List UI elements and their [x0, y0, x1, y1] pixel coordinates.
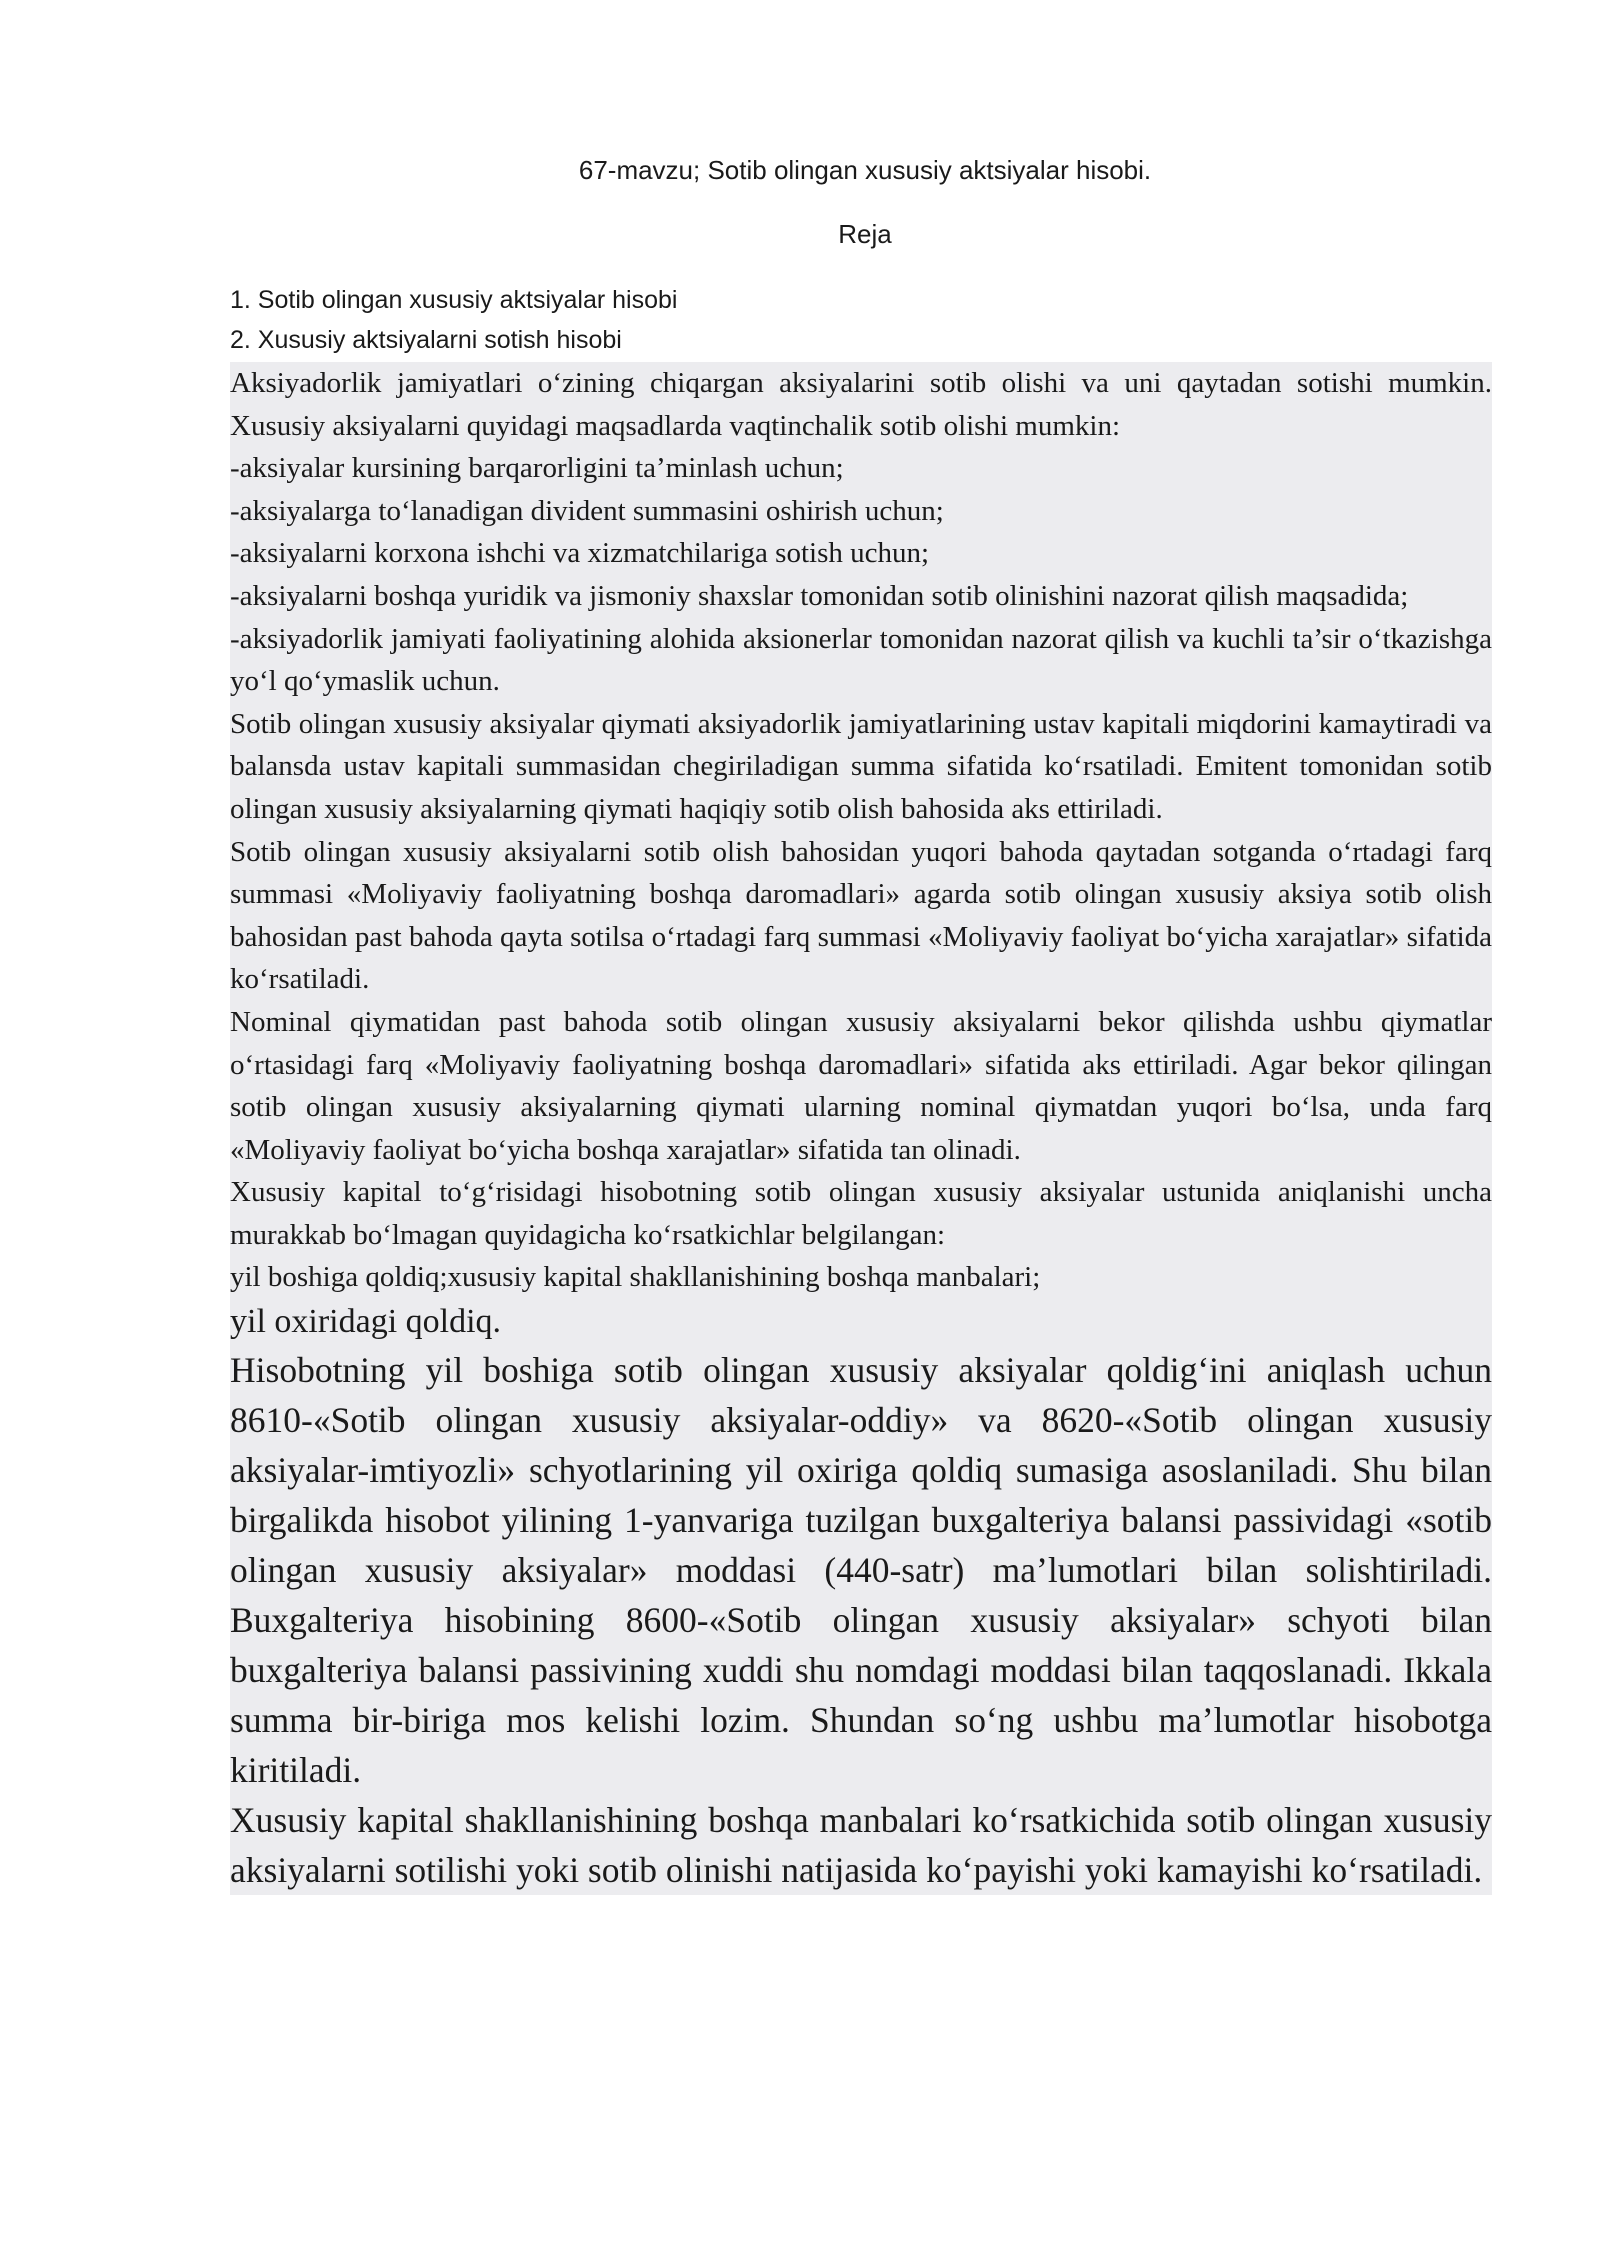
body-paragraph: Xususiy kapital shakllanishining boshqa manbalari ko‘rsatkichida sotib olingan xususiy aksiyalarni sotilishi yoki sotib olinishi natijasida ko‘payishi yoki kamayishi ko‘rsatiladi. — [230, 1795, 1492, 1895]
plan-heading: Reja — [838, 219, 892, 249]
list-item: -aksiyalarni korxona ishchi va xizmatchilariga sotish uchun; — [230, 532, 1492, 575]
list-item: -aksiyalarga to‘lanadigan divident summasini oshirish uchun; — [230, 490, 1492, 533]
body-paragraph: Xususiy kapital to‘g‘risidagi hisobotning sotib olingan xususiy aksiyalar ustunida aniqlanishi uncha murakkab bo‘lmagan quyidagicha ko‘rsatkichlar belgilangan: — [230, 1171, 1492, 1256]
body-paragraph: Hisobotning yil boshiga sotib olingan xususiy aksiyalar qoldig‘ini aniqlash uchun 8610-«Sotib olingan xususiy aksiyalar-oddiy» va 8620-«Sotib olingan xususiy aksiyalar-imtiyozli» schyotlarining yil oxiriga qoldiq sumasiga asoslaniladi. Shu bilan birgalikda hisobot yilining 1-yanvariga tuzilgan buxgalteriya balansi passividagi «sotib olingan xususiy aksiyalar» moddasi (440-satr) ma’lumotlari bilan solishtiriladi. Buxgalteriya hisobining 8600-«Sotib olingan xususiy aksiyalar» schyoti bilan buxgalteriya balansi passivining xuddi shu nomdagi moddasi bilan taqqoslanadi. Ikkala summa bir-biriga mos kelishi lozim. Shundan so‘ng ushbu ma’lumotlar hisobotga kiritiladi. — [230, 1345, 1492, 1795]
plan-item: 2. Xususiy aktsiyalarni sotish hisobi — [230, 326, 622, 354]
plan-list — [230, 280, 1490, 360]
document-body — [230, 362, 1492, 1895]
list-item: -aksiyalar kursining barqarorligini ta’minlash uchun; — [230, 447, 1492, 490]
body-paragraph: yil boshiga qoldiq;xususiy kapital shakllanishining boshqa manbalari; — [230, 1256, 1492, 1299]
document-title: 67-mavzu; Sotib olingan xususiy aktsiyalar hisobi. — [578, 155, 1152, 185]
body-paragraph: Aksiyadorlik jamiyatlari o‘zining chiqargan aksiyalarini sotib olishi va uni qaytadan sotishi mumkin. Xususiy aksiyalarni quyidagi maqsadlarda vaqtinchalik sotib olishi mumkin: — [230, 362, 1492, 447]
plan-item: 1. Sotib olingan xususiy aktsiyalar hisobi — [230, 286, 678, 314]
body-paragraph: Nominal qiymatidan past bahoda sotib olingan xususiy aksiyalarni bekor qilishda ushbu qiymatlar o‘rtasidagi farq «Moliyaviy faoliyatning boshqa daromadlari» sifatida aks ettiriladi. Agar bekor qilingan sotib olingan xususiy aksiyalarning qiymati ularning nominal qiymatdan yuqori bo‘lsa, unda farq «Moliyaviy faoliyat bo‘yicha boshqa xarajatlar» sifatida tan olinadi. — [230, 1001, 1492, 1171]
body-paragraph: yil oxiridagi qoldiq. — [230, 1299, 1492, 1345]
list-item: -aksiyadorlik jamiyati faoliyatining alohida aksionerlar tomonidan nazorat qilish va kuchli ta’sir o‘tkazishga yo‘l qo‘ymaslik uchun. — [230, 618, 1492, 703]
body-paragraph: Sotib olingan xususiy aksiyalar qiymati aksiyadorlik jamiyatlarining ustav kapitali miqdorini kamaytiradi va balansda ustav kapitali summasidan chegiriladigan summa sifatida ko‘rsatiladi. Emitent tomonidan sotib olingan xususiy aksiyalarning qiymati haqiqiy sotib olish bahosida aks ettiriladi. — [230, 703, 1492, 831]
body-paragraph: Sotib olingan xususiy aksiyalarni sotib olish bahosidan yuqori bahoda qaytadan sotganda o‘rtadagi farq summasi «Moliyaviy faoliyatning boshqa daromadlari» agarda sotib olingan xususiy aksiya sotib olish bahosidan past bahoda qayta sotilsa o‘rtadagi farq summasi «Moliyaviy faoliyat bo‘yicha xarajatlar» sifatida ko‘rsatiladi. — [230, 831, 1492, 1001]
list-item: -aksiyalarni boshqa yuridik va jismoniy shaxslar tomonidan sotib olinishini nazorat qilish maqsadida; — [230, 575, 1492, 618]
